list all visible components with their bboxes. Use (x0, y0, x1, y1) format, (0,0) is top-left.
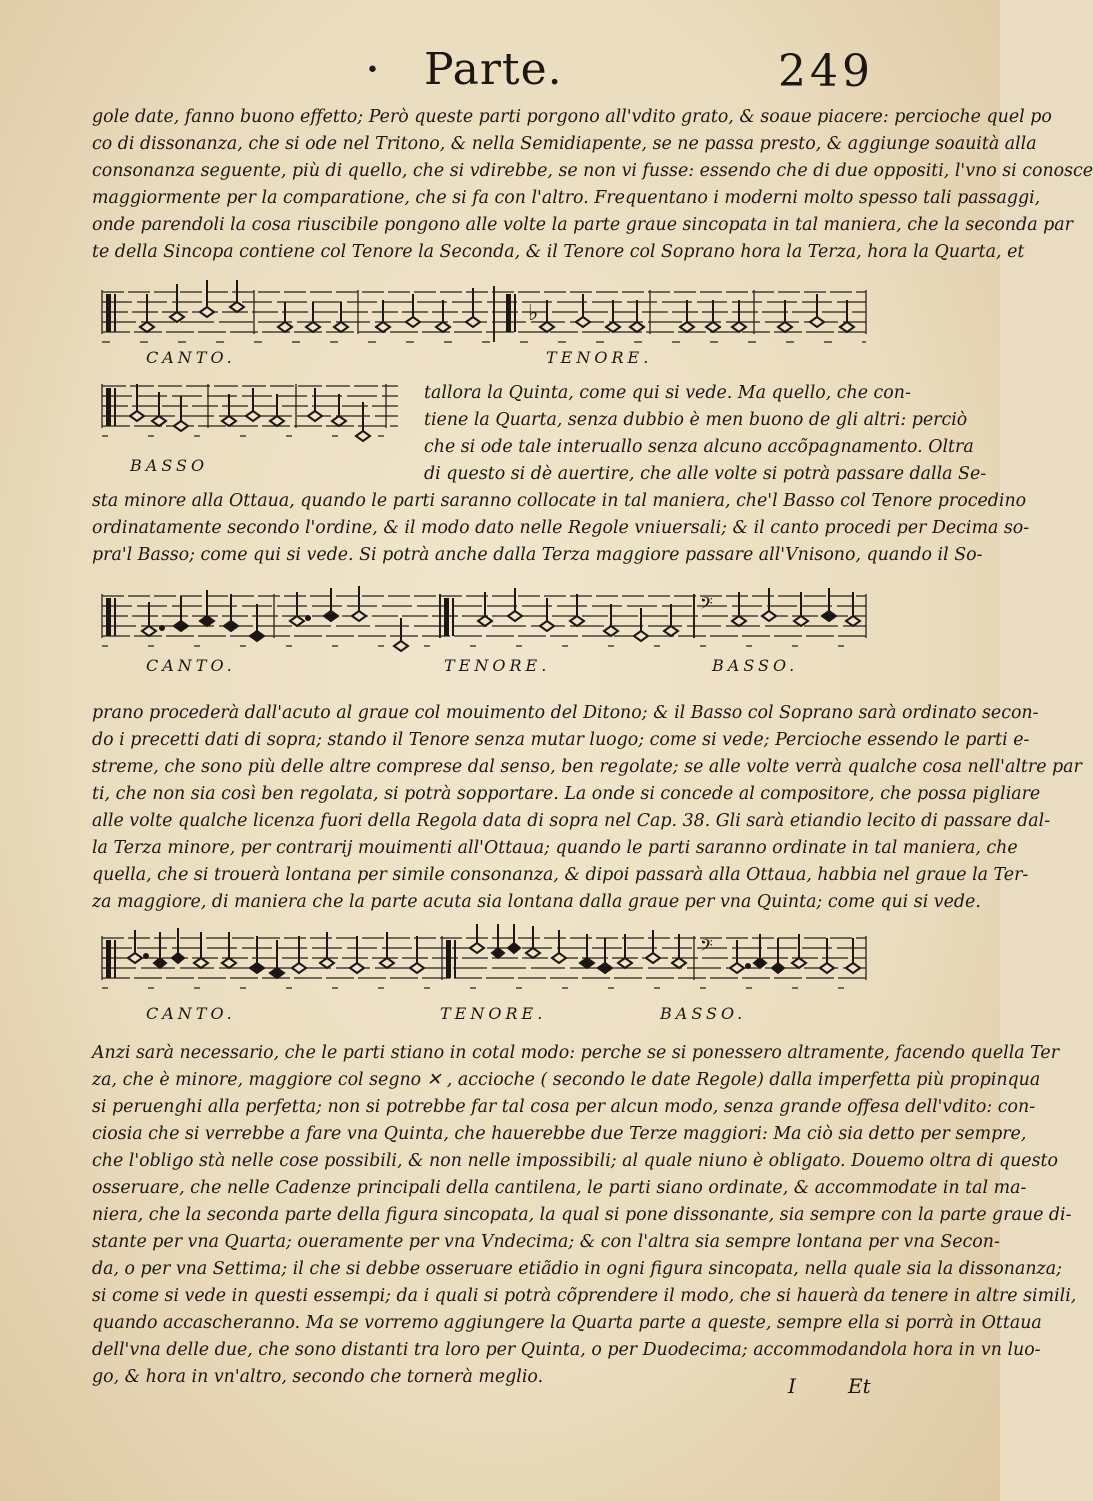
voice-label-tenore: TENORE. (440, 1004, 547, 1023)
text-line: si come si vede in questi essempi; da i quali si potrà cõprendere il modo, che si hauerà da tenere in altre simili, (92, 1286, 1077, 1306)
text-line: za maggiore, di maniera che la parte acuta sia lontana dalla graue per vna Quinta; come qui si vede. (92, 892, 981, 912)
voice-label-tenore: TENORE. (546, 348, 653, 367)
svg-text:♭: ♭ (528, 301, 539, 326)
text-line: za, che è minore, maggiore col segno ✕ , accioche ( secondo le date Regole) dalla imperfetta più propinqua (92, 1070, 1041, 1090)
voice-label-canto: CANTO. (146, 1004, 236, 1023)
text-line: la Terza minore, per contrarij mouimenti all'Ottaua; quando le parti saranno ordinate in tal maniera, che (92, 838, 1018, 858)
svg-text:𝄢: 𝄢 (700, 593, 713, 617)
text-line: ciosia che si verrebbe a fare vna Quinta, che hauerebbe due Terze maggiori: Ma ciò sia detto per sempre, (92, 1124, 1027, 1144)
catchword: Et (848, 1374, 871, 1398)
music-example-1 (94, 270, 874, 354)
staff-notation-3 (94, 920, 874, 1004)
voice-label-basso: BASSO. (660, 1004, 747, 1023)
staff-notation-1b (96, 372, 402, 456)
text-line: consonanza seguente, più di quello, che si vdirebbe, se non vi fusse: essendo che di due oppositi, l'vno si conosce (92, 161, 1093, 181)
text-line: di questo si dè auertire, che alle volte si potrà passare dalla Se- (424, 464, 987, 484)
text-line: ordinatamente secondo l'ordine, & il modo dato nelle Regole vniuersali; & il canto procedi per Decima so- (92, 518, 1030, 538)
text-line: ti, che non sia così ben regolata, si potrà sopportare. La onde si concede al compositore, che possa pigliare (92, 784, 1041, 804)
music-example-1b (96, 372, 402, 456)
text-line: onde parendoli la cosa riuscibile pongono alle volte la parte graue sincopata in tal maniera, che la seconda par (92, 215, 1073, 235)
voice-label-basso: BASSO. (712, 656, 799, 675)
paragraph-1 (92, 104, 1093, 266)
text-line: tiene la Quarta, senza dubbio è men buono de gli altri: perciò (424, 410, 968, 430)
running-header (0, 44, 1000, 104)
text-line: maggiormente per la comparatione, che si fa con l'altro. Frequentano i moderni molto spesso tali passaggi, (92, 188, 1041, 208)
text-line: sta minore alla Ottaua, quando le parti saranno collocate in tal maniera, che'l Basso col Tenore procedino (92, 491, 1027, 511)
text-line: da, o per vna Settima; il che si debbe osseruare etiãdio in ogni figura sincopata, nella quale sia la dissonanza; (92, 1259, 1062, 1279)
music-example-2 (94, 578, 874, 662)
text-line: Anzi sarà necessario, che le parti stiano in cotal modo: perche se si ponessero altramente, facendo quella Ter (92, 1043, 1060, 1063)
text-line: stante per vna Quarta; oueramente per vna Vndecima; & con l'altra sia sempre lontana per vna Secon- (92, 1232, 1000, 1252)
text-line: alle volte qualche licenza fuori della Regola data di sopra nel Cap. 38. Gli sarà etiandio lecito di passare dal- (92, 811, 1051, 831)
text-line: niera, che la seconda parte della figura sincopata, la qual si pone dissonante, sia sempre con la parte graue di- (92, 1205, 1072, 1225)
paragraph-2-full (92, 488, 1030, 569)
text-line: quando accascheranno. Ma se vorremo aggiungere la Quarta parte a queste, sempre ella si porrà in Ottaua (92, 1313, 1042, 1333)
signature-mark: I (788, 1374, 796, 1398)
staff-notation-2 (94, 578, 874, 662)
voice-label-basso: BASSO (130, 456, 209, 475)
page-number: 249 (778, 46, 874, 97)
voice-label-tenore: TENORE. (444, 656, 551, 675)
header-ornament: • (366, 58, 379, 83)
text-line: go, & hora in vn'altro, secondo che tornerà meglio. (92, 1367, 544, 1387)
paragraph-2-side (424, 380, 987, 488)
text-line: osseruare, che nelle Cadenze principali della cantilena, le parti siano ordinate, & accommodate in tal ma- (92, 1178, 1027, 1198)
text-line: che l'obligo stà nelle cose possibili, & non nelle impossibili; al quale niuno è obligato. Douemo oltra di questo (92, 1151, 1058, 1171)
text-line: pra'l Basso; come qui si vede. Si potrà anche dalla Terza maggiore passare all'Vnisono, quando il So- (92, 545, 983, 565)
text-line: co di dissonanza, che si ode nel Tritono, & nella Semidiapente, se ne passa presto, & aggiunge soauità alla (92, 134, 1037, 154)
staff-notation-1 (94, 270, 874, 354)
paragraph-4 (92, 1040, 1077, 1391)
svg-text:𝄢: 𝄢 (700, 935, 713, 959)
voice-label-canto: CANTO. (146, 348, 236, 367)
text-line: che si ode tale interuallo senza alcuno accõpagnamento. Oltra (424, 437, 974, 457)
running-title: Parte. (424, 44, 563, 95)
voice-label-canto: CANTO. (146, 656, 236, 675)
text-line: do i precetti dati di sopra; stando il Tenore senza mutar luogo; come si vede; Percioche essendo le parti e- (92, 730, 1030, 750)
text-line: si peruenghi alla perfetta; non si potrebbe far tal cosa per alcun modo, senza grande offesa dell'vdito: con- (92, 1097, 1036, 1117)
paragraph-3 (92, 700, 1082, 916)
text-line: te della Sincopa contiene col Tenore la Seconda, & il Tenore col Soprano hora la Terza, hora la Quarta, et (92, 242, 1025, 262)
text-line: prano procederà dall'acuto al graue col mouimento del Ditono; & il Basso col Soprano sarà ordinato secon- (92, 703, 1039, 723)
text-line: gole date, fanno buono effetto; Però queste parti porgono all'vdito grato, & soaue piacere: percioche quel po (92, 107, 1052, 127)
music-example-3 (94, 920, 874, 1004)
text-line: dell'vna delle due, che sono distanti tra loro per Quinta, o per Duodecima; accommodandola hora in vn luo- (92, 1340, 1041, 1360)
text-line: quella, che si trouerà lontana per simile consonanza, & dipoi passarà alla Ottaua, habbia nel graue la Ter- (92, 865, 1029, 885)
text-line: tallora la Quinta, come qui si vede. Ma quello, che con- (424, 383, 911, 403)
text-line: streme, che sono più delle altre comprese dal senso, ben regolate; se alle volte verrà qualche cosa nell'altre par (92, 757, 1082, 777)
